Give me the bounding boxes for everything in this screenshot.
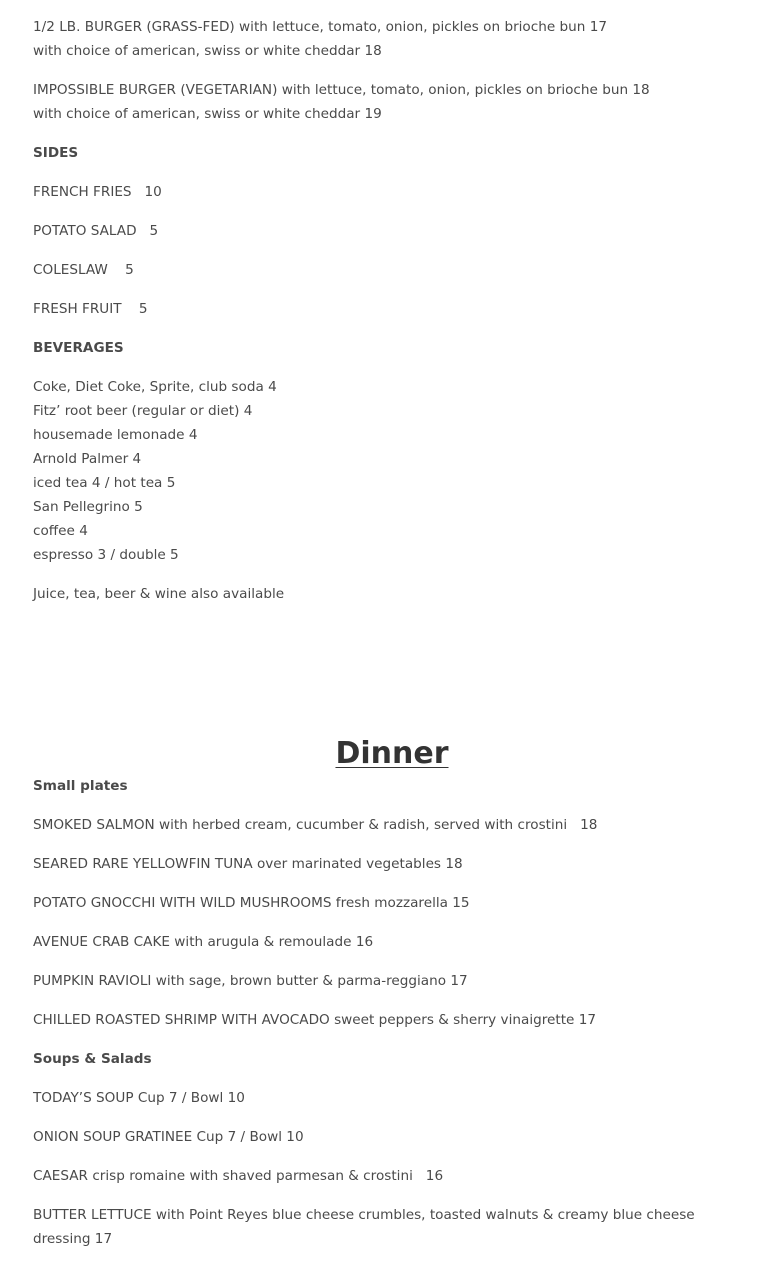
small-plate-item: AVENUE CRAB CAKE with arugula & remoulade 16 bbox=[33, 934, 374, 950]
menu-item-line: 1/2 LB. BURGER (GRASS-FED) with lettuce, tomato, onion, pickles on brioche bun 17 bbox=[33, 19, 608, 35]
beverage-item: housemade lemonade 4 bbox=[33, 427, 198, 443]
beverage-item: San Pellegrino 5 bbox=[33, 499, 143, 515]
side-item: POTATO SALAD 5 bbox=[33, 223, 159, 239]
small-plate-item: SMOKED SALMON with herbed cream, cucumber & radish, served with crostini 18 bbox=[33, 817, 598, 833]
side-item: FRENCH FRIES 10 bbox=[33, 184, 162, 200]
soup-salad-item: BUTTER LETTUCE with Point Reyes blue cheese crumbles, toasted walnuts & creamy blue cheese dressing 17 bbox=[33, 1207, 695, 1247]
menu-item-impossible-burger bbox=[33, 78, 753, 126]
beverage-item: Fitz’ root beer (regular or diet) 4 bbox=[33, 403, 253, 419]
beverage-item: iced tea 4 / hot tea 5 bbox=[33, 475, 176, 491]
small-plates-heading: Small plates bbox=[33, 778, 128, 794]
menu-item-line: with choice of american, swiss or white cheddar 19 bbox=[33, 106, 382, 122]
soups-salads-heading: Soups & Salads bbox=[33, 1051, 152, 1067]
beverages-list bbox=[33, 375, 753, 567]
soup-salad-item: ONION SOUP GRATINEE Cup 7 / Bowl 10 bbox=[33, 1129, 304, 1145]
soup-salad-item: CAESAR crisp romaine with shaved parmesan & crostini 16 bbox=[33, 1168, 444, 1184]
small-plate-item: SEARED RARE YELLOWFIN TUNA over marinated vegetables 18 bbox=[33, 856, 463, 872]
small-plate-item: PUMPKIN RAVIOLI with sage, brown butter & parma-reggiano 17 bbox=[33, 973, 468, 989]
sides-heading: SIDES bbox=[33, 145, 79, 161]
beverages-heading: BEVERAGES bbox=[33, 340, 124, 356]
beverage-item: coffee 4 bbox=[33, 523, 88, 539]
section-spacer bbox=[33, 606, 753, 734]
beverage-item: Arnold Palmer 4 bbox=[33, 451, 142, 467]
menu-item-line: with choice of american, swiss or white cheddar 18 bbox=[33, 43, 382, 59]
beverage-item: espresso 3 / double 5 bbox=[33, 547, 179, 563]
beverage-item: Coke, Diet Coke, Sprite, club soda 4 bbox=[33, 379, 277, 395]
menu-document bbox=[33, 0, 753, 1266]
soup-salad-item: TODAY’S SOUP Cup 7 / Bowl 10 bbox=[33, 1090, 245, 1106]
small-plate-item: CHILLED ROASTED SHRIMP WITH AVOCADO sweet peppers & sherry vinaigrette 17 bbox=[33, 1012, 597, 1028]
availability-note: Juice, tea, beer & wine also available bbox=[33, 586, 285, 602]
menu-item-line: IMPOSSIBLE BURGER (VEGETARIAN) with lettuce, tomato, onion, pickles on brioche bun 18 bbox=[33, 82, 650, 98]
side-item: FRESH FRUIT 5 bbox=[33, 301, 148, 317]
dinner-title: Dinner bbox=[335, 736, 449, 771]
menu-item-burger bbox=[33, 15, 753, 63]
small-plate-item: POTATO GNOCCHI WITH WILD MUSHROOMS fresh mozzarella 15 bbox=[33, 895, 470, 911]
side-item: COLESLAW 5 bbox=[33, 262, 134, 278]
